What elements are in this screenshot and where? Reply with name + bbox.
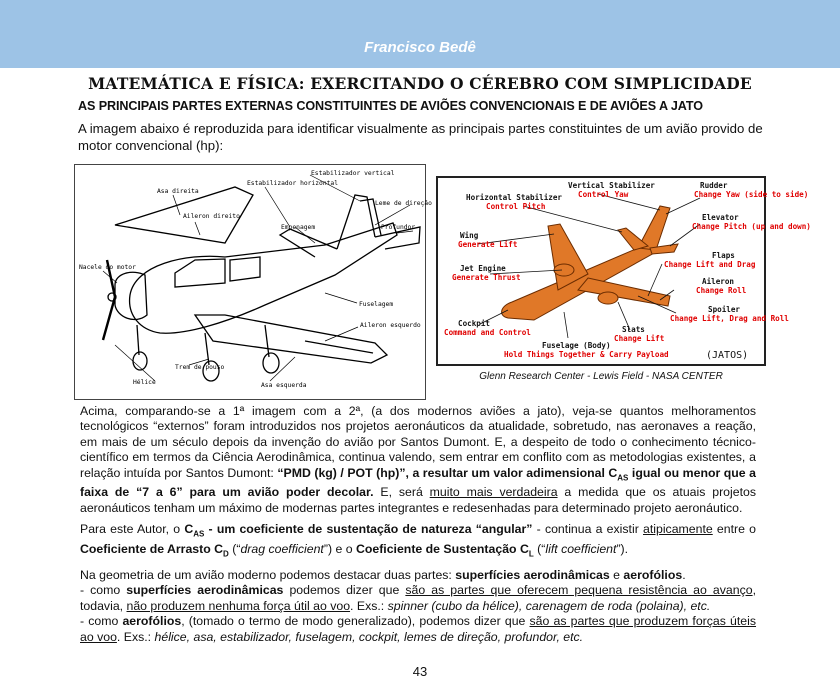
p2-atipicamente: atipicamente <box>643 522 713 537</box>
p3-b: superfícies aerodinâmicas <box>455 568 610 583</box>
p2-d: entre o <box>712 522 757 537</box>
p3-l3-d: . Exs.: <box>116 629 155 644</box>
intro-paragraph: A imagem abaixo é reproduzida para identificar visualmente as principais partes constituintes de um avião provido de motor convencional (hp): <box>78 121 763 153</box>
p3-line2 <box>80 583 756 614</box>
propeller-airplane-drawing <box>75 165 432 399</box>
label-estab-horizontal: Estabilizador horizontal <box>247 180 338 187</box>
p2-cd-sub: D <box>223 549 229 559</box>
jet-figure-tag: (JATOS) <box>706 350 749 361</box>
jet-desc-command-control: Command and Control <box>444 328 531 337</box>
jet-label-horizontal-stabilizer: Horizontal Stabilizer <box>466 193 563 202</box>
p2-lift: lift coefficient <box>545 542 617 557</box>
label-leme: Leme de direção <box>375 200 432 207</box>
jet-label-rudder: Rudder <box>700 181 728 190</box>
jet-label-jet-engine: Jet Engine <box>460 264 506 273</box>
jet-label-cockpit: Cockpit <box>458 319 491 328</box>
page-title: MATEMÁTICA E FÍSICA: EXERCITANDO O CÉREBRO COM SIMPLICIDADE <box>88 74 752 93</box>
jet-label-wing: Wing <box>460 231 479 240</box>
p3-l2-u2: não produzem nenhuma força útil ao voo <box>126 598 351 613</box>
p3-l3-c: , (tomado o termo de modo generalizado), podemos dizer que <box>181 614 530 629</box>
p3-e: . <box>682 568 686 583</box>
label-asa-direita: Asa direita <box>157 188 199 195</box>
section-subtitle: AS PRINCIPAIS PARTES EXTERNAS CONSTITUINTES DE AVIÕES CONVENCIONAIS E DE AVIÕES A JATO <box>78 99 703 113</box>
p2-cl-label: Coeficiente de Sustentação C <box>355 542 529 557</box>
p3-l2-b: superfícies aerodinâmicas <box>126 583 284 598</box>
p3-l2-c: podemos dizer que <box>283 583 406 598</box>
jet-desc-rudder: Change Yaw (side to side) <box>694 190 809 199</box>
p2-cd-label: Coeficiente de Arrasto C <box>80 542 224 557</box>
p2-drag: drag coefficient <box>240 542 324 557</box>
page-number: 43 <box>412 664 428 679</box>
jet-desc-change-lift: Change Lift <box>614 334 665 343</box>
jet-desc-change-roll: Change Roll <box>696 286 747 295</box>
label-aileron-esquerdo: Aileron esquerdo <box>360 322 421 329</box>
label-aileron-direito: Aileron direito <box>183 213 240 220</box>
asa-esquerda-shape <box>195 315 387 363</box>
jet-desc-fuselage: Hold Things Together & Carry Payload <box>504 350 669 359</box>
jet-label-vertical-stabilizer: Vertical Stabilizer <box>568 181 655 190</box>
jet-fuselage-shape <box>502 244 658 320</box>
jet-desc-flaps: Change Lift and Drag <box>664 260 756 269</box>
label-asa-esquerda: Asa esquerda <box>261 382 307 389</box>
p3-l3-u: são as partes que produzem forças úteis ao voo <box>80 614 757 644</box>
p2-cas: C <box>184 522 194 537</box>
p2-f: ”) e o <box>323 542 356 557</box>
estabilizador-vertical-shape <box>337 195 375 249</box>
label-fuselagem: Fuselagem <box>359 301 394 308</box>
p2-e: (“ <box>228 542 241 557</box>
jet-label-fuselage: Fuselage (Body) <box>542 341 611 350</box>
p2-h: ”). <box>616 542 629 557</box>
p1-bold-relation: “PMD (kg) / POT (hp)”, a resultar um valor adimensional C <box>277 465 618 480</box>
paragraph-geometry <box>80 568 756 645</box>
jet-label-aileron: Aileron <box>702 277 735 286</box>
p3-l2-i: spinner (cubo da hélice), carenagem de roda (polaina), etc. <box>387 598 711 613</box>
label-trem-pouso: Trem de pouso <box>175 364 225 371</box>
header-band <box>0 0 840 68</box>
p2-a: Para este Autor, o <box>80 522 185 537</box>
jet-desc-generate-lift: Generate Lift <box>458 240 518 249</box>
label-helice: Hélice <box>133 379 156 386</box>
p2-cas-sub: AS <box>193 529 205 539</box>
p3-l2-e: . Exs.: <box>350 598 388 613</box>
author-name: Francisco Bedê <box>364 39 476 56</box>
jet-desc-control-yaw: Control Yaw <box>578 190 629 199</box>
jet-desc-elevator: Change Pitch (up and down) <box>692 222 811 231</box>
p1-sub-as: AS <box>617 473 629 483</box>
label-estab-vertical: Estabilizador vertical <box>311 170 395 177</box>
propeller-airplane-figure <box>74 164 432 400</box>
p3-l2-a: - como <box>80 583 127 598</box>
jet-desc-control-pitch: Control Pitch <box>486 202 546 211</box>
jet-airplane-figure <box>436 176 811 366</box>
p3-c: e <box>609 568 624 583</box>
jet-wing-right-shape <box>578 278 670 306</box>
p1-bold-range: igual ou menor que a faixa de “7 a 6” para um avião poder decolar. <box>80 465 756 500</box>
fuselagem-shape <box>130 223 397 333</box>
p3-l3-a: - como <box>80 614 123 629</box>
label-nacele: Nacele do motor <box>79 264 136 271</box>
p2-cl-sub: L <box>528 549 534 559</box>
jet-label-elevator: Elevator <box>702 213 739 222</box>
p3-a: Na geometria de um avião moderno podemos destacar duas partes: <box>80 568 456 583</box>
p3-line3 <box>80 614 756 645</box>
p3-l3-b: aerofólios <box>122 614 182 629</box>
jet-label-slats: Slats <box>622 325 645 334</box>
p1-tail2: a medida que os atuais projetos aeronáuticos tenham um máximo de modernas partes integrantes e redesenhadas para determinado projeto aeronáutico. <box>80 485 756 515</box>
jet-airplane-drawing <box>438 178 811 364</box>
p3-line1 <box>80 568 756 583</box>
p1-lead: Acima, comparando-se a 1ª imagem com a 2ª, (a dos modernos aviões a jato), veja-se quantos melhoramentos tecnológicos “externos” foram introduzidos nos projetos aeronáuticos da atualidade, sobretudo, nas aeronaves a reação, em mais de um século depois da invenção do avião por Santos Dumont. E, a despeito de todo o conhecimento técnico-científico em termos da Ciência Aerodinâmica, continua valendo, sem entrar em conflito com as metodologias existentes, a relação intuída por Santos Dumont: <box>80 404 756 480</box>
p3-d: aerofólios <box>623 568 683 583</box>
paragraph-comparison <box>80 404 756 516</box>
p2-g: (“ <box>533 542 546 557</box>
jet-desc-spoiler: Change Lift, Drag and Roll <box>670 314 789 323</box>
p2-c: - continua a existir <box>532 522 643 537</box>
p3-l2-u: são as partes que oferecem pequena resistência ao avanço <box>405 583 753 598</box>
jet-desc-generate-thrust: Generate Thrust <box>452 273 521 282</box>
paragraph-coefficients <box>80 522 756 562</box>
jet-label-spoiler: Spoiler <box>708 305 741 314</box>
figure-caption: Glenn Research Center - Lewis Field - NASA CENTER <box>479 371 723 382</box>
label-profundor: Profundor <box>381 224 416 231</box>
p2-b: - um coeficiente de sustentação de natureza “angular” <box>204 522 533 537</box>
p3-l3-i: hélice, asa, estabilizador, fuselagem, cockpit, lemes de direção, profundor, etc. <box>154 629 584 644</box>
p1-underlined: muito mais verdadeira <box>429 485 558 500</box>
p1-tail1: E, será <box>373 485 430 500</box>
p3-l2-d: , todavia, <box>80 583 756 613</box>
body-text <box>80 404 756 651</box>
label-empenagem: Empenagem <box>281 224 316 231</box>
jet-label-flaps: Flaps <box>712 251 735 260</box>
